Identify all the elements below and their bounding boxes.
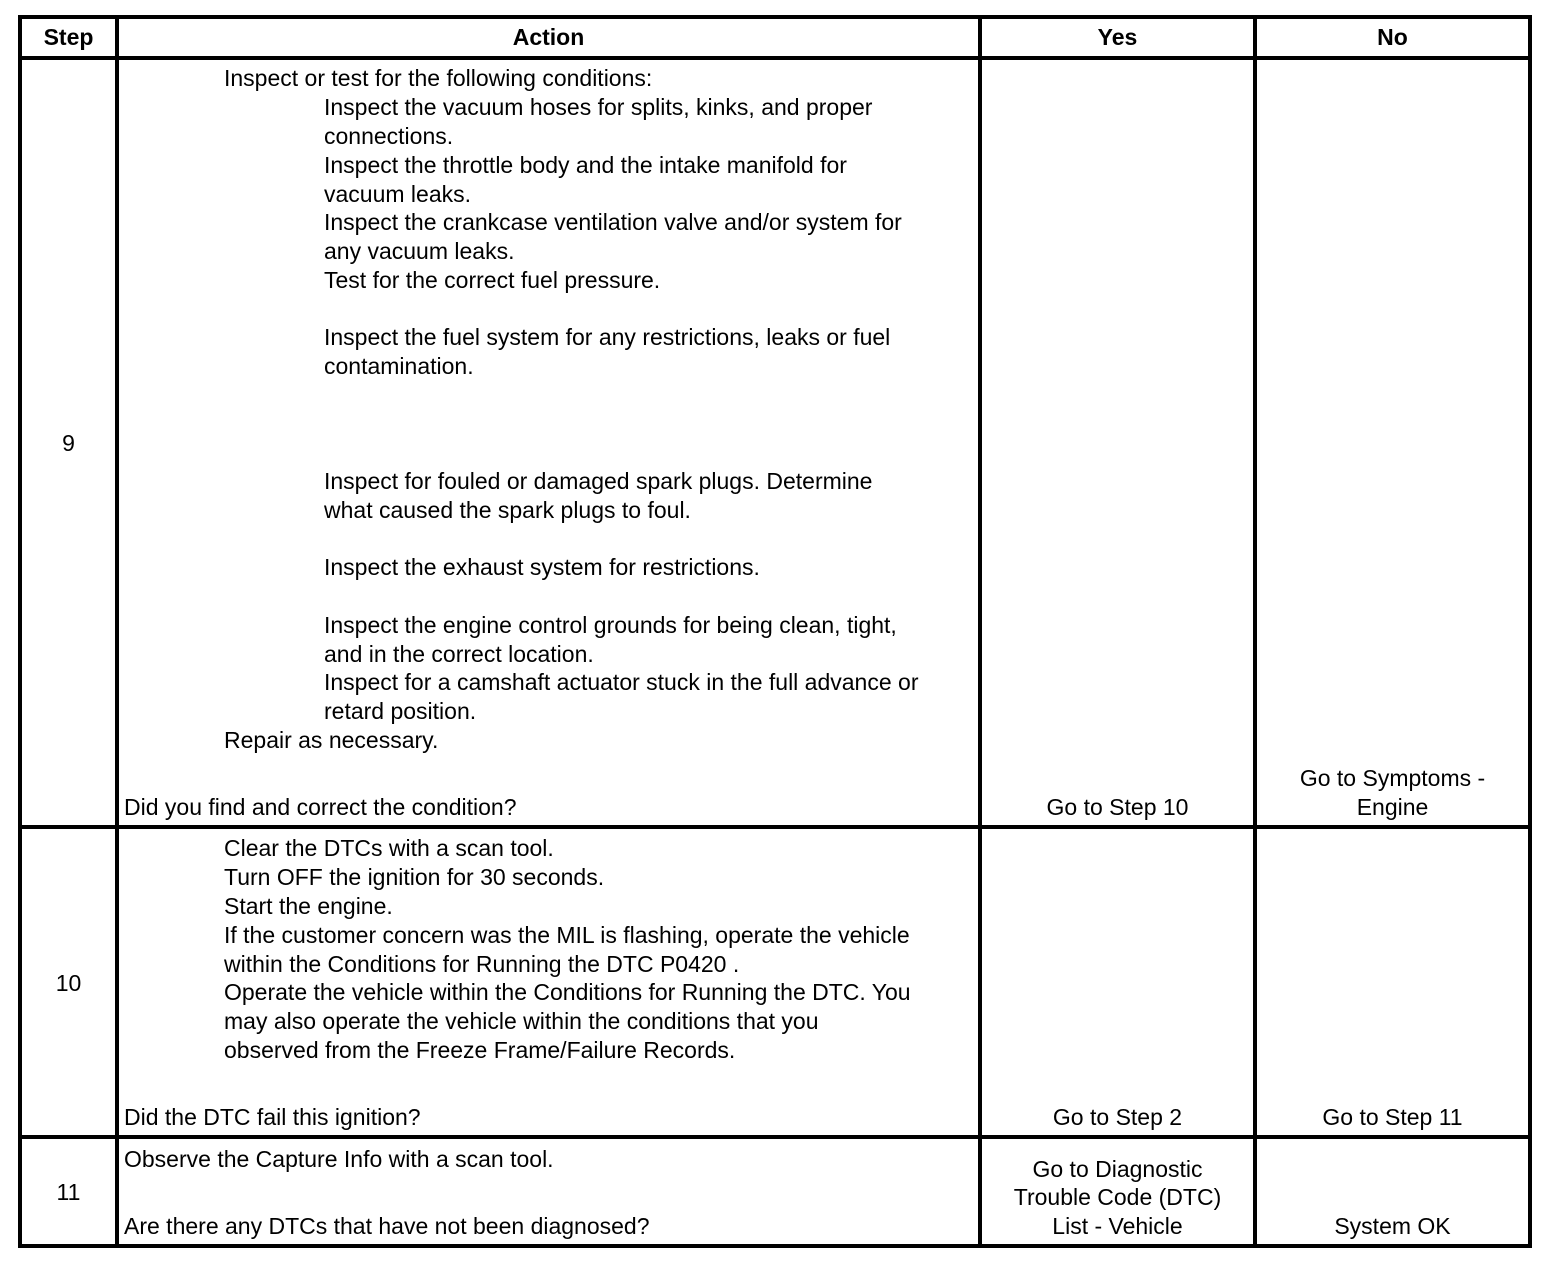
action-item: Inspect the engine control grounds for being clean, tight,	[324, 612, 897, 638]
action-item: connections.	[324, 123, 454, 149]
table-border-left	[18, 15, 22, 1248]
action-item: contamination.	[324, 353, 474, 379]
action-item: any vacuum leaks.	[324, 238, 515, 264]
header-action: Action	[512, 24, 585, 50]
action-repair: Repair as necessary.	[224, 727, 439, 753]
action-item: Inspect the exhaust system for restrictions.	[324, 554, 760, 580]
action-intro: Inspect or test for the following conditions:	[224, 65, 653, 91]
action-item: Inspect the throttle body and the intake manifold for	[324, 152, 847, 178]
column-divider	[115, 15, 119, 1248]
yes-result: Go to Step 10	[1046, 794, 1189, 820]
action-item: Observe the Capture Info with a scan tool.	[124, 1146, 554, 1172]
action-item: observed from the Freeze Frame/Failure Records.	[224, 1037, 736, 1063]
action-item: Test for the correct fuel pressure.	[324, 267, 661, 293]
action-item: within the Conditions for Running the DTC P0420 .	[224, 951, 740, 977]
yes-result: Go to Diagnostic	[1032, 1156, 1203, 1182]
action-question: Did the DTC fail this ignition?	[124, 1104, 421, 1130]
action-item: Inspect for fouled or damaged spark plugs. Determine	[324, 468, 873, 494]
column-divider	[1253, 15, 1257, 1248]
table-border-bottom	[18, 1244, 1532, 1248]
action-item: Inspect for a camshaft actuator stuck in the full advance or	[324, 669, 919, 695]
action-item: vacuum leaks.	[324, 181, 472, 207]
action-item: Operate the vehicle within the Conditions for Running the DTC. You	[224, 979, 911, 1005]
table-border-top	[18, 15, 1532, 19]
step-number: 11	[56, 1179, 81, 1205]
no-result: Go to Step 11	[1322, 1104, 1463, 1130]
table-border-right	[1528, 15, 1532, 1248]
yes-result: Trouble Code (DTC)	[1013, 1184, 1222, 1210]
action-question: Are there any DTCs that have not been diagnosed?	[124, 1213, 650, 1239]
action-item: Inspect the crankcase ventilation valve and/or system for	[324, 209, 902, 235]
action-item: Inspect the vacuum hoses for splits, kinks, and proper	[324, 94, 873, 120]
header-divider	[18, 56, 1532, 60]
step-number: 9	[62, 430, 75, 456]
action-item: Start the engine.	[224, 893, 393, 919]
action-item: what caused the spark plugs to foul.	[324, 497, 691, 523]
action-item: Clear the DTCs with a scan tool.	[224, 835, 554, 861]
action-item: Turn OFF the ignition for 30 seconds.	[224, 864, 605, 890]
row-divider	[18, 1135, 1532, 1139]
action-question: Did you find and correct the condition?	[124, 794, 517, 820]
action-item: may also operate the vehicle within the conditions that you	[224, 1008, 819, 1034]
action-item: and in the correct location.	[324, 641, 594, 667]
no-result: System OK	[1334, 1213, 1451, 1239]
step-number: 10	[55, 970, 82, 996]
action-item: Inspect the fuel system for any restrictions, leaks or fuel	[324, 324, 891, 350]
yes-result: List - Vehicle	[1052, 1213, 1183, 1239]
action-item: retard position.	[324, 698, 477, 724]
no-result: Go to Symptoms -	[1299, 765, 1486, 791]
no-result: Engine	[1356, 794, 1429, 820]
column-divider	[978, 15, 982, 1248]
yes-result: Go to Step 2	[1052, 1104, 1183, 1130]
header-step: Step	[43, 24, 94, 50]
header-no: No	[1377, 24, 1408, 50]
action-item: If the customer concern was the MIL is flashing, operate the vehicle	[224, 922, 910, 948]
row-divider	[18, 825, 1532, 829]
header-yes: Yes	[1097, 24, 1138, 50]
